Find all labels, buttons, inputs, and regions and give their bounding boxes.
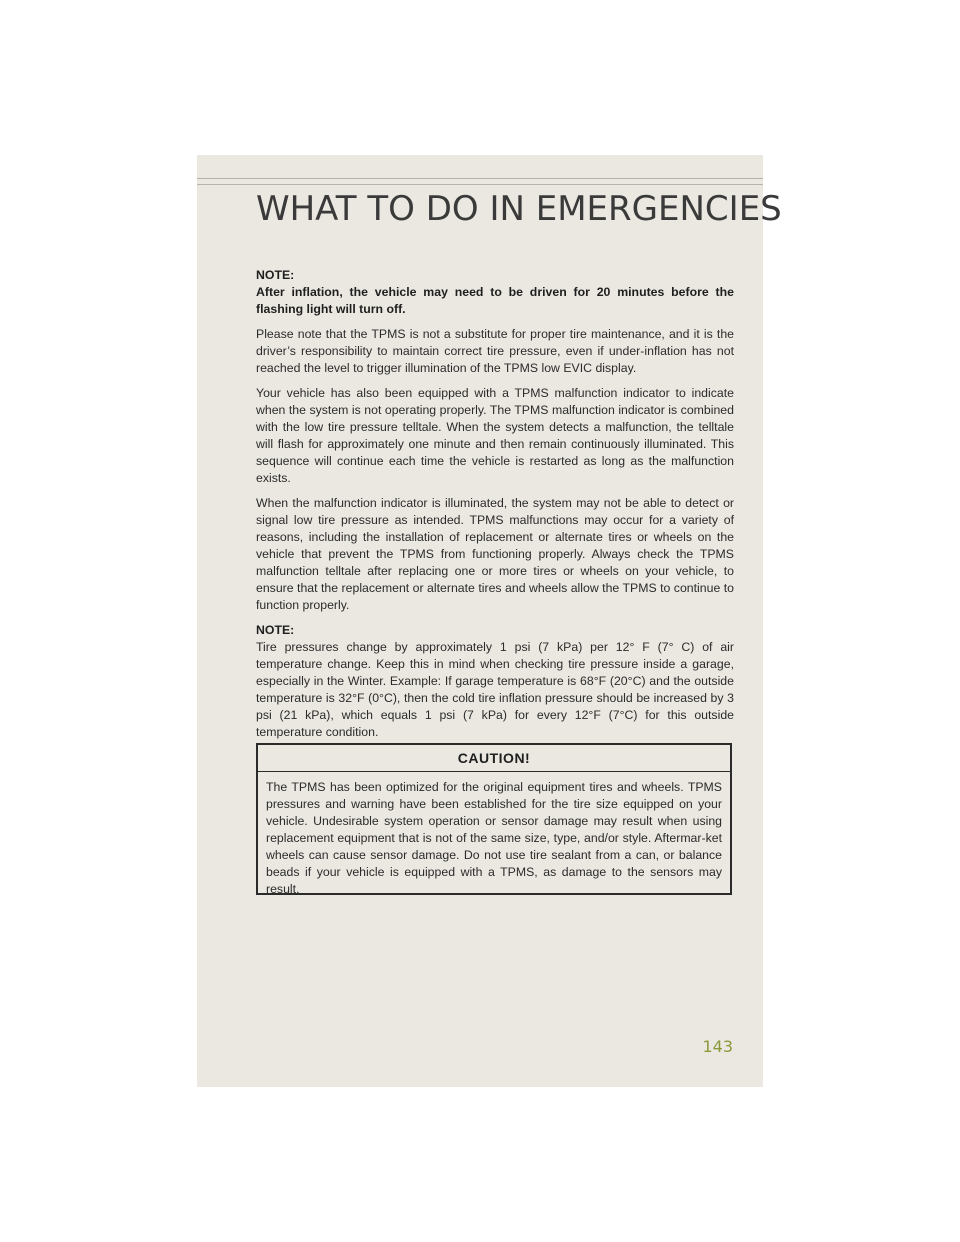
page-number: 143 <box>702 1037 733 1056</box>
note-text-temperature: Tire pressures change by approximately 1 psi (7 kPa) per 12° F (7° C) of air temperature change. Keep this in mind when checking tire pressure inside a garage, especially in the Winter. Example: If garage temperature is 68°F (20°C) and the outside temperature is 32°F (0°C), then the cold tire inflation pressure should be increased by 3 psi (21 kPa), which equals 1 psi (7 kPa) for every 12°F (7°C) for this outside temperature condition. <box>256 640 734 739</box>
paragraph-tpms-maintenance: Please note that the TPMS is not a substitute for proper tire maintenance, and it is the driver’s responsibility to maintain correct tire pressure, even if under-inflation has not reached the level to trigger illumination of the TPMS low EVIC display. <box>256 327 734 375</box>
note-label: NOTE: <box>256 268 295 282</box>
paragraph-malfunction-illuminated: When the malfunction indicator is illuminated, the system may not be able to detect or signal low tire pressure as intended. TPMS malfunctions may occur for a variety of reasons, including the installation of replacement or alternate tires or wheels on the vehicle that prevent the TPMS from functioning properly. Always check the TPMS malfunction telltale after replacing one or more tires or wheels on your vehicle, to ensure that the replacement or alternate tires and wheels allow the TPMS to continue to function properly. <box>256 496 734 612</box>
caution-title: CAUTION! <box>258 745 730 772</box>
note-label: NOTE: <box>256 623 295 637</box>
paragraph-malfunction-indicator: Your vehicle has also been equipped with a TPMS malfunction indicator to indicate when the system is not operating properly. The TPMS malfunction indicator is combined with the low tire pressure telltale. When the system detects a malfunction, the telltale will flash for approximately one minute and then remain continuously illuminated. This sequence will continue each time the vehicle is restarted as long as the malfunction exists. <box>256 386 734 485</box>
body-content <box>256 267 734 749</box>
caution-box <box>256 743 732 895</box>
header-rule-secondary <box>197 184 763 185</box>
section-title: WHAT TO DO IN EMERGENCIES <box>256 189 782 229</box>
manual-page <box>197 155 782 1087</box>
caution-text: The TPMS has been optimized for the original equipment tires and wheels. TPMS pressures and warning have been established for the tire size equipped on your vehicle. Undesirable system operation or sensor damage may result when using replacement equipment that is not of the same size, type, and/or style. Aftermar-ket wheels can cause sensor damage. Do not use tire sealant from a can, or balance beads if your vehicle is equipped with a TPMS, as damage to the sensors may result. <box>266 780 722 896</box>
header-rule <box>197 178 763 179</box>
note-text: After inflation, the vehicle may need to be driven for 20 minutes before the flashing light will turn off. <box>256 285 734 316</box>
